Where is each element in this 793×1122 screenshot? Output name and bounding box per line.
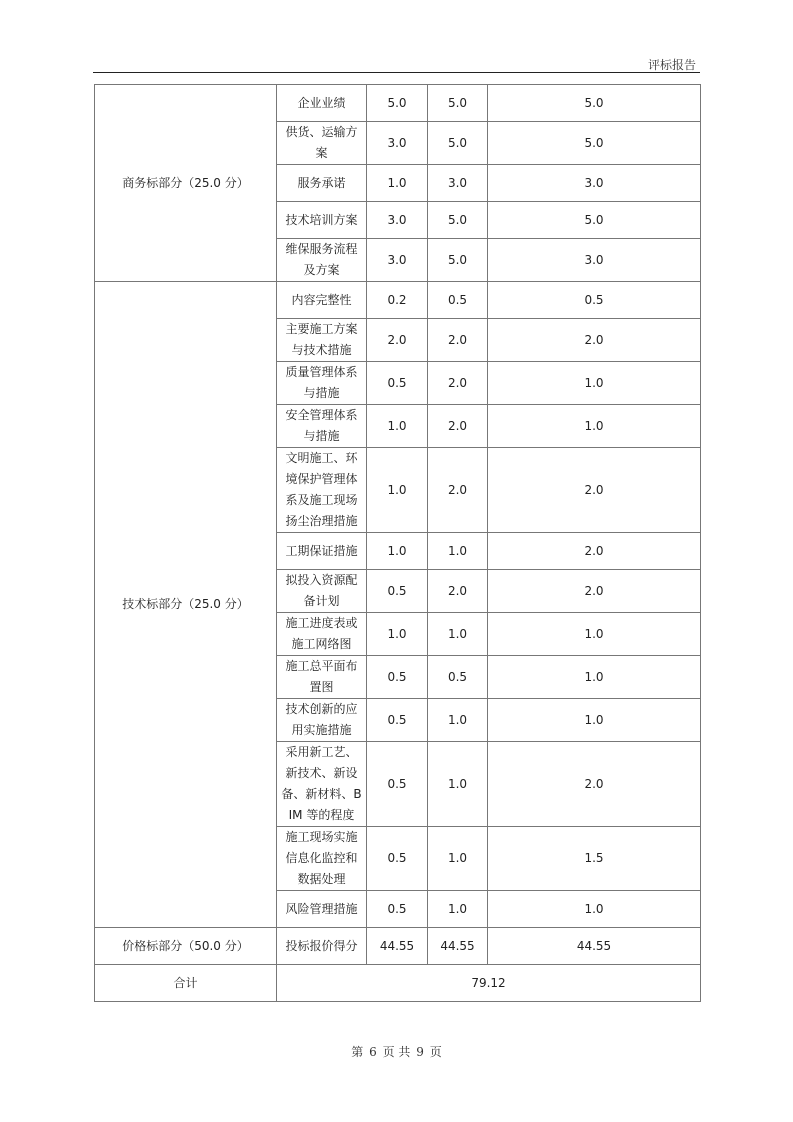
score-cell: 0.5	[367, 827, 428, 891]
page-prefix: 第	[351, 1045, 364, 1059]
score-cell: 44.55	[488, 928, 701, 965]
page-number	[0, 1043, 793, 1060]
score-cell: 1.0	[428, 613, 488, 656]
score-cell: 1.0	[428, 699, 488, 742]
table-row	[95, 282, 701, 319]
score-cell: 2.0	[428, 319, 488, 362]
score-cell: 3.0	[488, 165, 701, 202]
score-cell: 5.0	[488, 85, 701, 122]
score-cell: 5.0	[488, 122, 701, 165]
score-cell: 0.2	[367, 282, 428, 319]
score-table-body	[95, 85, 701, 1002]
criterion-cell: 供货、运输方案	[277, 122, 367, 165]
criterion-cell: 施工进度表或施工网络图	[277, 613, 367, 656]
score-cell: 1.0	[488, 891, 701, 928]
total-label: 合计	[95, 965, 277, 1002]
score-cell: 5.0	[428, 122, 488, 165]
score-cell: 44.55	[367, 928, 428, 965]
score-cell: 2.0	[428, 570, 488, 613]
page-mid: 页 共	[382, 1045, 411, 1059]
score-cell: 5.0	[488, 202, 701, 239]
criterion-cell: 技术培训方案	[277, 202, 367, 239]
score-cell: 0.5	[367, 570, 428, 613]
criterion-cell: 采用新工艺、新技术、新设备、新材料、BIM 等的程度	[277, 742, 367, 827]
criterion-cell: 质量管理体系与措施	[277, 362, 367, 405]
criterion-cell: 技术创新的应用实施措施	[277, 699, 367, 742]
score-cell: 44.55	[428, 928, 488, 965]
score-cell: 1.0	[428, 533, 488, 570]
criterion-cell: 文明施工、环境保护管理体系及施工现场扬尘治理措施	[277, 448, 367, 533]
score-cell: 2.0	[428, 362, 488, 405]
table-row	[95, 85, 701, 122]
score-cell: 0.5	[367, 362, 428, 405]
score-cell: 1.0	[488, 362, 701, 405]
score-cell: 2.0	[367, 319, 428, 362]
page-current: 6	[369, 1045, 377, 1059]
page-suffix: 页	[429, 1045, 442, 1059]
total-value: 79.12	[277, 965, 701, 1002]
score-cell: 1.0	[428, 742, 488, 827]
score-cell: 0.5	[367, 742, 428, 827]
score-cell: 2.0	[488, 448, 701, 533]
score-cell: 5.0	[428, 85, 488, 122]
score-cell: 3.0	[488, 239, 701, 282]
header-title: 评标报告	[647, 58, 696, 72]
score-cell: 1.0	[367, 533, 428, 570]
score-cell: 0.5	[367, 699, 428, 742]
score-cell: 1.0	[488, 613, 701, 656]
score-table	[94, 84, 701, 1002]
score-cell: 2.0	[488, 319, 701, 362]
score-cell: 0.5	[428, 656, 488, 699]
score-cell: 3.0	[428, 165, 488, 202]
score-cell: 1.0	[488, 656, 701, 699]
section-label: 技术标部分（25.0 分）	[95, 282, 277, 928]
criterion-cell: 风险管理措施	[277, 891, 367, 928]
criterion-cell: 内容完整性	[277, 282, 367, 319]
score-cell: 1.0	[367, 613, 428, 656]
total-row	[95, 965, 701, 1002]
criterion-cell: 安全管理体系与措施	[277, 405, 367, 448]
score-cell: 0.5	[488, 282, 701, 319]
criterion-cell: 服务承诺	[277, 165, 367, 202]
criterion-cell: 施工总平面布置图	[277, 656, 367, 699]
score-cell: 0.5	[367, 891, 428, 928]
score-cell: 1.0	[428, 891, 488, 928]
criterion-cell: 拟投入资源配备计划	[277, 570, 367, 613]
score-cell: 5.0	[367, 85, 428, 122]
score-cell: 1.5	[488, 827, 701, 891]
score-cell: 3.0	[367, 202, 428, 239]
score-cell: 1.0	[367, 448, 428, 533]
section-label: 价格标部分（50.0 分）	[95, 928, 277, 965]
score-cell: 0.5	[367, 656, 428, 699]
score-cell: 3.0	[367, 239, 428, 282]
score-cell: 2.0	[488, 533, 701, 570]
score-cell: 2.0	[428, 448, 488, 533]
score-cell: 1.0	[367, 405, 428, 448]
section-label: 商务标部分（25.0 分）	[95, 85, 277, 282]
score-cell: 1.0	[488, 405, 701, 448]
header-rule	[93, 72, 700, 73]
criterion-cell: 企业业绩	[277, 85, 367, 122]
criterion-cell: 工期保证措施	[277, 533, 367, 570]
score-cell: 1.0	[488, 699, 701, 742]
score-cell: 3.0	[367, 122, 428, 165]
score-cell: 2.0	[488, 570, 701, 613]
criterion-cell: 维保服务流程及方案	[277, 239, 367, 282]
page-total: 9	[416, 1045, 424, 1059]
score-cell: 2.0	[428, 405, 488, 448]
criterion-cell: 主要施工方案与技术措施	[277, 319, 367, 362]
criterion-cell: 施工现场实施信息化监控和数据处理	[277, 827, 367, 891]
score-cell: 2.0	[488, 742, 701, 827]
score-cell: 1.0	[428, 827, 488, 891]
score-cell: 0.5	[428, 282, 488, 319]
criterion-cell: 投标报价得分	[277, 928, 367, 965]
score-cell: 5.0	[428, 239, 488, 282]
score-cell: 1.0	[367, 165, 428, 202]
table-row	[95, 928, 701, 965]
score-cell: 5.0	[428, 202, 488, 239]
